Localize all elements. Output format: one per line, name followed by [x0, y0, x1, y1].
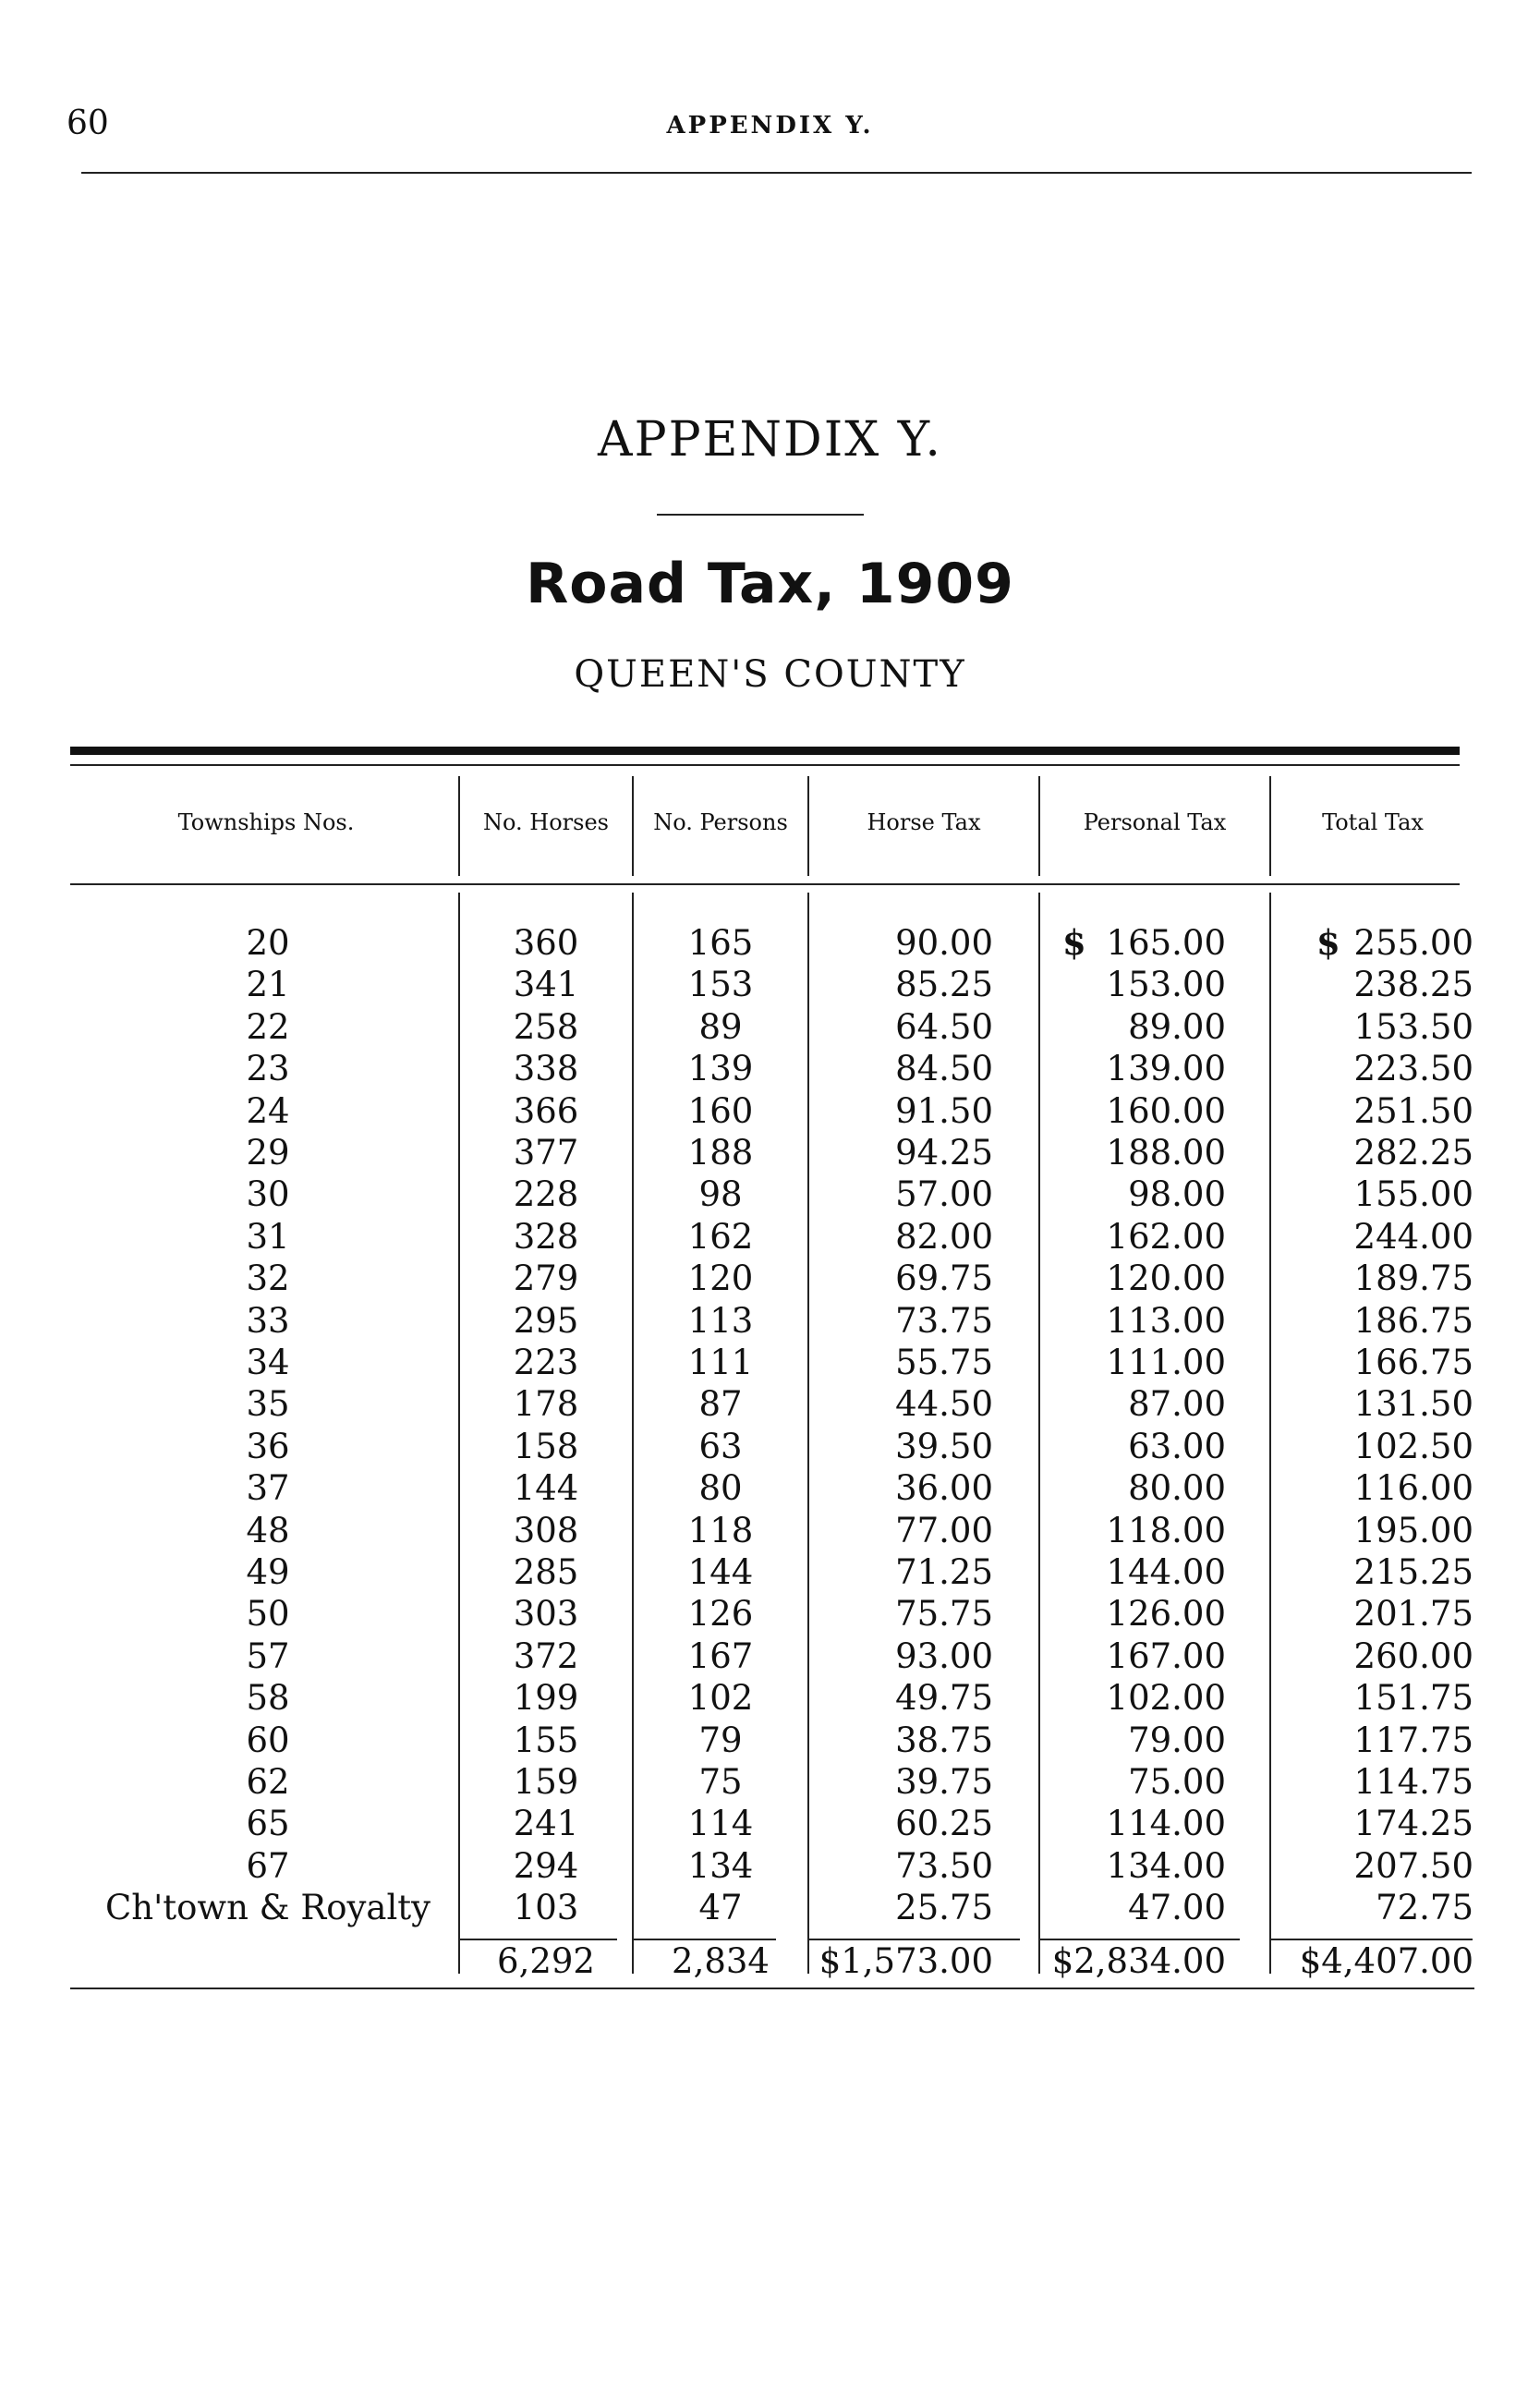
dollar-sign: $ — [1062, 922, 1086, 963]
horses-cell: 360 — [513, 923, 579, 963]
title-divider — [657, 514, 864, 516]
township-cell: 57 — [246, 1635, 290, 1676]
persons-cell: 98 — [698, 1174, 743, 1215]
table-row — [0, 1635, 1540, 1677]
running-head: APPENDIX Y. — [666, 112, 874, 140]
persons-cell: 160 — [687, 1090, 754, 1131]
horses-cell: 158 — [513, 1426, 579, 1466]
total-tax-cell: 195.00 — [1353, 1510, 1473, 1550]
township-cell: 30 — [246, 1174, 290, 1215]
persons-cell: 79 — [698, 1720, 743, 1760]
township-cell: 36 — [246, 1426, 290, 1466]
personal-tax-cell: 139.00 — [1106, 1049, 1226, 1089]
total-persons: 2,834 — [672, 1941, 770, 1981]
table-row — [0, 1048, 1540, 1089]
horses-cell: 372 — [513, 1635, 579, 1676]
horses-cell: 285 — [513, 1552, 579, 1592]
township-cell: 20 — [246, 923, 290, 963]
township-cell: 33 — [246, 1300, 290, 1341]
total-tax-cell: 102.50 — [1353, 1426, 1473, 1466]
total-tax-cell: 131.50 — [1353, 1384, 1473, 1425]
personal-tax-cell: 111.00 — [1106, 1343, 1226, 1382]
column-header-horses: No. Horses — [483, 809, 609, 835]
persons-cell: 118 — [687, 1510, 754, 1550]
horse-tax-cell: 82.00 — [895, 1216, 993, 1257]
persons-cell: 89 — [698, 1006, 743, 1047]
township-cell: 58 — [246, 1678, 290, 1719]
persons-cell: 134 — [687, 1845, 754, 1886]
table-row — [0, 1845, 1540, 1887]
township-cell: 49 — [246, 1552, 290, 1592]
personal-tax-cell: 63.00 — [1128, 1426, 1226, 1466]
total-tax-cell: 174.25 — [1353, 1804, 1473, 1844]
header-rule — [81, 172, 1472, 174]
township-cell: 34 — [246, 1343, 290, 1382]
personal-tax-cell: 188.00 — [1106, 1133, 1226, 1173]
total-tax-cell: 189.75 — [1353, 1258, 1473, 1299]
total-horses: 6,292 — [497, 1941, 595, 1981]
horse-tax-cell: 77.00 — [895, 1510, 993, 1550]
page-subtitle: QUEEN'S COUNTY — [574, 653, 966, 696]
table-row — [0, 1258, 1540, 1299]
totals-row — [0, 1940, 1540, 1982]
total-tax-cell: 282.25 — [1353, 1133, 1473, 1173]
table-row — [0, 1510, 1540, 1551]
township-cell: 35 — [246, 1384, 290, 1425]
personal-tax-cell: 80.00 — [1128, 1468, 1226, 1509]
horse-tax-cell: 90.00 — [895, 923, 993, 963]
horse-tax-cell: 49.75 — [895, 1678, 993, 1719]
horses-cell: 294 — [513, 1845, 579, 1886]
persons-cell: 167 — [687, 1635, 754, 1676]
total-horse-tax: $1,573.00 — [819, 1941, 993, 1981]
horse-tax-cell: 94.25 — [895, 1133, 993, 1173]
horses-cell: 377 — [513, 1133, 579, 1173]
column-header-personal-tax: Personal Tax — [1083, 809, 1227, 835]
total-tax-cell: 238.25 — [1353, 965, 1473, 1005]
personal-tax-cell: 153.00 — [1106, 965, 1226, 1005]
horses-cell: 258 — [513, 1006, 579, 1047]
persons-cell: 47 — [698, 1888, 743, 1928]
page-number: 60 — [67, 104, 109, 142]
total-tax-cell: 116.00 — [1353, 1468, 1473, 1509]
column-header-total-tax: Total Tax — [1322, 809, 1424, 835]
table-row — [0, 1342, 1540, 1383]
dollar-sign: $ — [1316, 922, 1340, 963]
horses-cell: 279 — [513, 1258, 579, 1299]
total-tax-cell: 114.75 — [1353, 1762, 1473, 1802]
horses-cell: 199 — [513, 1678, 579, 1719]
table-row — [0, 1300, 1540, 1342]
total-tax-cell: 260.00 — [1353, 1635, 1473, 1676]
table-bottom-rule — [70, 1988, 1474, 1989]
total-tax-cell: 215.25 — [1353, 1552, 1473, 1592]
persons-cell: 120 — [687, 1258, 754, 1299]
horses-cell: 241 — [513, 1804, 579, 1844]
township-cell: 22 — [246, 1006, 290, 1047]
horses-cell: 308 — [513, 1510, 579, 1550]
personal-tax-cell: 114.00 — [1106, 1804, 1226, 1844]
horse-tax-cell: 25.75 — [895, 1888, 993, 1928]
table-row — [0, 1720, 1540, 1761]
column-header-persons: No. Persons — [653, 809, 788, 835]
persons-cell: 165 — [687, 923, 754, 963]
total-tax-cell: 244.00 — [1353, 1216, 1473, 1257]
horses-cell: 103 — [513, 1888, 579, 1928]
table-row — [0, 1887, 1540, 1928]
township-cell: 21 — [246, 965, 290, 1005]
column-header-townships: Townships Nos. — [177, 809, 355, 835]
table-row — [0, 1090, 1540, 1132]
personal-tax-cell: 167.00 — [1106, 1635, 1226, 1676]
table-row — [0, 1551, 1540, 1593]
persons-cell: 188 — [687, 1133, 754, 1173]
total-tax-cell: 166.75 — [1353, 1343, 1473, 1382]
personal-tax-cell: 113.00 — [1106, 1300, 1226, 1341]
total-tax-cell: 255.00 — [1353, 923, 1473, 963]
horses-cell: 155 — [513, 1720, 579, 1760]
township-cell: 37 — [246, 1468, 290, 1509]
horse-tax-cell: 55.75 — [895, 1343, 993, 1382]
persons-cell: 111 — [687, 1343, 754, 1382]
horses-cell: 159 — [513, 1762, 579, 1802]
township-cell: 29 — [246, 1133, 290, 1173]
persons-cell: 80 — [698, 1468, 743, 1509]
horse-tax-cell: 64.50 — [895, 1006, 993, 1047]
total-personal-tax: $2,834.00 — [1051, 1941, 1226, 1981]
column-header-horse-tax: Horse Tax — [867, 809, 981, 835]
persons-cell: 144 — [687, 1552, 754, 1592]
table-row — [0, 1173, 1540, 1215]
township-cell: 48 — [246, 1510, 290, 1550]
table-top-thin-rule — [70, 764, 1460, 766]
township-cell: 32 — [246, 1258, 290, 1299]
page-title: Road Tax, 1909 — [526, 552, 1014, 616]
personal-tax-cell: 75.00 — [1128, 1762, 1226, 1802]
table-header-rule — [70, 883, 1460, 885]
horses-cell: 295 — [513, 1300, 579, 1341]
township-cell: Ch'town & Royalty — [104, 1888, 431, 1928]
persons-cell: 75 — [698, 1762, 743, 1802]
total-tax-cell: 251.50 — [1353, 1090, 1473, 1131]
horses-cell: 366 — [513, 1090, 579, 1131]
township-cell: 24 — [246, 1090, 290, 1131]
table-row — [0, 1383, 1540, 1425]
personal-tax-cell: 120.00 — [1106, 1258, 1226, 1299]
personal-tax-cell: 87.00 — [1128, 1384, 1226, 1425]
horse-tax-cell: 71.25 — [895, 1552, 993, 1592]
persons-cell: 153 — [687, 965, 754, 1005]
personal-tax-cell: 144.00 — [1106, 1552, 1226, 1592]
table-row — [0, 1467, 1540, 1509]
personal-tax-cell: 47.00 — [1128, 1888, 1226, 1928]
personal-tax-cell: 160.00 — [1106, 1090, 1226, 1131]
horse-tax-cell: 44.50 — [895, 1384, 993, 1425]
persons-cell: 139 — [687, 1049, 754, 1089]
table-row — [0, 1803, 1540, 1844]
horse-tax-cell: 39.50 — [895, 1426, 993, 1466]
table-row — [0, 964, 1540, 1005]
township-cell: 31 — [246, 1216, 290, 1257]
personal-tax-cell: 134.00 — [1106, 1845, 1226, 1886]
total-tax-cell: 186.75 — [1353, 1300, 1473, 1341]
township-cell: 62 — [246, 1762, 290, 1802]
horses-cell: 223 — [513, 1343, 579, 1382]
horses-cell: 328 — [513, 1216, 579, 1257]
horses-cell: 228 — [513, 1174, 579, 1215]
township-cell: 67 — [246, 1845, 290, 1886]
township-cell: 50 — [246, 1594, 290, 1635]
horse-tax-cell: 73.75 — [895, 1300, 993, 1341]
total-tax-cell: 117.75 — [1353, 1720, 1473, 1760]
total-tax-cell: 151.75 — [1353, 1678, 1473, 1719]
personal-tax-cell: 102.00 — [1106, 1678, 1226, 1719]
horses-cell: 338 — [513, 1049, 579, 1089]
horses-cell: 303 — [513, 1594, 579, 1635]
horse-tax-cell: 39.75 — [895, 1762, 993, 1802]
table-row — [0, 922, 1540, 964]
personal-tax-cell: 89.00 — [1128, 1006, 1226, 1047]
horse-tax-cell: 60.25 — [895, 1804, 993, 1844]
total-tax-cell: 153.50 — [1353, 1006, 1473, 1047]
horse-tax-cell: 91.50 — [895, 1090, 993, 1131]
personal-tax-cell: 126.00 — [1106, 1594, 1226, 1635]
persons-cell: 162 — [687, 1216, 754, 1257]
table-row — [0, 1593, 1540, 1635]
township-cell: 23 — [246, 1049, 290, 1089]
horse-tax-cell: 84.50 — [895, 1049, 993, 1089]
horse-tax-cell: 57.00 — [895, 1174, 993, 1215]
horse-tax-cell: 69.75 — [895, 1258, 993, 1299]
table-row — [0, 1216, 1540, 1258]
grand-total-tax: $4,407.00 — [1299, 1941, 1473, 1981]
persons-cell: 114 — [687, 1804, 754, 1844]
persons-cell: 126 — [687, 1594, 754, 1635]
persons-cell: 102 — [687, 1678, 754, 1719]
township-cell: 60 — [246, 1720, 290, 1760]
appendix-title: APPENDIX Y. — [598, 412, 942, 468]
table-row — [0, 1677, 1540, 1719]
horse-tax-cell: 75.75 — [895, 1594, 993, 1635]
table-row — [0, 1761, 1540, 1803]
table-top-thick-rule — [70, 747, 1460, 755]
horse-tax-cell: 38.75 — [895, 1720, 993, 1760]
township-cell: 65 — [246, 1804, 290, 1844]
horse-tax-cell: 73.50 — [895, 1845, 993, 1886]
personal-tax-cell: 79.00 — [1128, 1720, 1226, 1760]
total-tax-cell: 201.75 — [1353, 1594, 1473, 1635]
table-row — [0, 1006, 1540, 1048]
table-row — [0, 1132, 1540, 1173]
total-tax-cell: 223.50 — [1353, 1049, 1473, 1089]
personal-tax-cell: 118.00 — [1106, 1510, 1226, 1550]
total-tax-cell: 155.00 — [1353, 1174, 1473, 1215]
total-tax-cell: 207.50 — [1353, 1845, 1473, 1886]
personal-tax-cell: 165.00 — [1106, 923, 1226, 963]
horse-tax-cell: 85.25 — [895, 965, 993, 1005]
personal-tax-cell: 162.00 — [1106, 1216, 1226, 1257]
horse-tax-cell: 36.00 — [895, 1468, 993, 1509]
table-row — [0, 1426, 1540, 1467]
horses-cell: 144 — [513, 1468, 579, 1509]
horses-cell: 178 — [513, 1384, 579, 1425]
persons-cell: 113 — [687, 1300, 754, 1341]
total-tax-cell: 72.75 — [1376, 1888, 1473, 1928]
horse-tax-cell: 93.00 — [895, 1635, 993, 1676]
horses-cell: 341 — [513, 965, 579, 1005]
persons-cell: 87 — [698, 1384, 743, 1425]
persons-cell: 63 — [698, 1426, 743, 1466]
personal-tax-cell: 98.00 — [1128, 1174, 1226, 1215]
